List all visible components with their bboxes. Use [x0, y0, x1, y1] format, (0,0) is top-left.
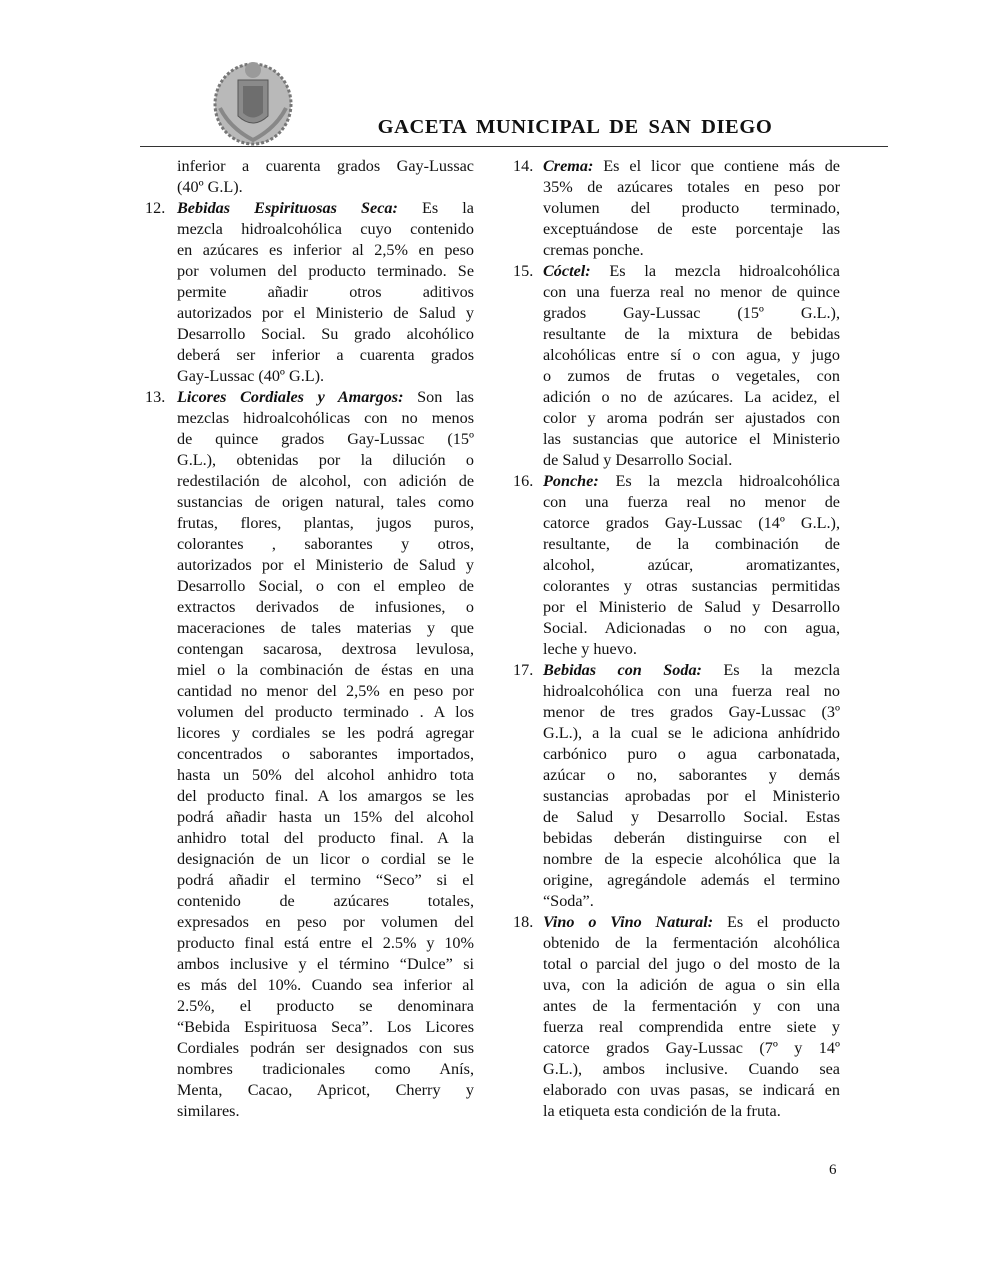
- item-number: 17.: [513, 661, 534, 679]
- text-line: [177, 198, 474, 219]
- text-line: 2.5%, el producto se denominara: [177, 997, 474, 1015]
- definition-text: Es la mezcla: [701, 661, 840, 679]
- text-line: por volumen del producto terminado. Se: [177, 262, 474, 280]
- text-line: producto final está entre el 2.5% y 10%: [177, 934, 474, 952]
- text-line: designación de un licor o cordial se le: [177, 850, 474, 868]
- definition-text: Es el licor que contiene más de: [593, 157, 840, 175]
- defined-term: Bebidas Espirituosas Seca:: [177, 199, 398, 217]
- text-line: es más del 10%. Cuando sea inferior al: [177, 976, 474, 994]
- text-line: las sustancias que autorice el Ministerio: [543, 430, 840, 448]
- definition-item: [140, 198, 474, 387]
- defined-term: Ponche:: [543, 472, 599, 490]
- text-line: cantidad no menor del 2,5% en peso por: [177, 682, 474, 700]
- text-line: alcohólicas entre sí o con agua, y jugo: [543, 346, 840, 364]
- text-line: de Salud y Desarrollo Social. Estas: [543, 808, 840, 826]
- text-line: catorce grados Gay-Lussac (7º y 14º: [543, 1039, 840, 1057]
- text-line: mezcla hidroalcohólica cuyo contenido: [177, 220, 474, 238]
- text-line: leche y huevo.: [543, 640, 637, 658]
- text-line: podrá añadir hasta un 15% del alcohol: [177, 808, 474, 826]
- defined-term: Bebidas con Soda:: [543, 661, 702, 679]
- text-line: G.L.), a la cual se le adiciona anhídrido: [543, 724, 840, 742]
- text-line: [543, 156, 840, 177]
- definition-item: [507, 261, 840, 471]
- text-line: similares.: [177, 1102, 240, 1120]
- text-line: frutas, flores, plantas, jugos puros,: [177, 514, 474, 532]
- text-line: hidroalcohólica con una fuerza real no: [543, 682, 840, 700]
- text-line: color y aroma podrán ser ajustados con: [543, 409, 840, 427]
- text-line: resultante de la mixtura de bebidas: [543, 325, 840, 343]
- definition-item: [507, 660, 840, 912]
- text-line: podrá añadir el termino “Seco” si el: [177, 871, 474, 889]
- definition-item: [507, 912, 840, 1122]
- text-line: fuerza real comprendida entre siete y: [543, 1018, 840, 1036]
- text-line: o zumos de frutas o vegetales, con: [543, 367, 840, 385]
- text-line: anhidro total del producto final. A la: [177, 829, 474, 847]
- text-line: autorizados por el Ministerio de Salud y: [177, 304, 474, 322]
- gazette-title: GACETA MUNICIPAL DE SAN DIEGO: [377, 116, 773, 138]
- text-line: de Salud y Desarrollo Social.: [543, 451, 733, 469]
- defined-term: Cóctel:: [543, 262, 591, 280]
- text-line: Menta, Cacao, Apricot, Cherry y: [177, 1081, 474, 1099]
- text-line: sustancias aprobadas por el Ministerio: [543, 787, 840, 805]
- text-line: [177, 387, 474, 408]
- item-number: 16.: [513, 472, 534, 490]
- text-line: licores y cordiales se les podrá agregar: [177, 724, 474, 742]
- text-line: deberá ser inferior a cuarenta grados: [177, 346, 474, 364]
- text-line: por el Ministerio de Salud y Desarrollo: [543, 598, 840, 616]
- text-line: contengan sacarosa, dextrosa levulosa,: [177, 640, 474, 658]
- text-line: cremas ponche.: [543, 241, 644, 259]
- text-line: exceptuándose de este porcentaje las: [543, 220, 840, 238]
- left-column: [140, 156, 474, 1122]
- text-line: del producto final. A los amargos se les: [177, 787, 474, 805]
- right-column: [507, 156, 840, 1122]
- definition-text: Es la: [397, 199, 474, 217]
- text-line: con una fuerza real no menor de: [543, 493, 840, 511]
- header-divider: [140, 146, 888, 147]
- text-line: maceraciones de tales materias y que: [177, 619, 474, 637]
- definition-item: [140, 156, 474, 198]
- text-line: adición o no de azúcares. La acidez, el: [543, 388, 840, 406]
- text-line: catorce grados Gay-Lussac (14º G.L.),: [543, 514, 840, 532]
- text-line: mezclas hidroalcohólicas con no menos: [177, 409, 474, 427]
- definition-item: [140, 387, 474, 1122]
- text-line: antes de la fermentación y con una: [543, 997, 840, 1015]
- defined-term: Vino o Vino Natural:: [543, 913, 714, 931]
- text-line: inferior a cuarenta grados Gay-Lussac: [177, 157, 474, 175]
- text-line: nombre de la especie alcohólica que la: [543, 850, 840, 868]
- text-line: nombres tradicionales como Anís,: [177, 1060, 474, 1078]
- text-line: miel o la combinación de éstas en una: [177, 661, 474, 679]
- text-line: carbónico puro o agua carbonatada,: [543, 745, 840, 763]
- text-line: alcohol, azúcar, aromatizantes,: [543, 556, 840, 574]
- text-line: grados Gay-Lussac (15º G.L.),: [543, 304, 840, 322]
- text-line: contenido de azúcares totales,: [177, 892, 474, 910]
- text-line: redestilación de alcohol, con adición de: [177, 472, 474, 490]
- page-number: 6: [829, 1162, 837, 1178]
- text-line: volumen del producto terminado,: [543, 199, 840, 217]
- text-line: expresados en peso por volumen del: [177, 913, 474, 931]
- item-number: 14.: [513, 157, 534, 175]
- defined-term: Licores Cordiales y Amargos:: [177, 388, 404, 406]
- text-line: bebidas deberán distinguirse con el: [543, 829, 840, 847]
- text-line: uva, con la adición de agua o sin ella: [543, 976, 840, 994]
- item-number: 12.: [145, 199, 166, 217]
- text-line: G.L.), ambos inclusive. Cuando sea: [543, 1060, 840, 1078]
- text-line: obtenido de la fermentación alcohólica: [543, 934, 840, 952]
- item-number: 13.: [145, 388, 166, 406]
- text-line: Social. Adicionadas o no con agua,: [543, 619, 840, 637]
- text-line: resultante, de la combinación de: [543, 535, 840, 553]
- text-line: “Soda”.: [543, 892, 594, 910]
- text-line: la etiqueta esta condición de la fruta.: [543, 1102, 781, 1120]
- text-line: volumen del producto terminado . A los: [177, 703, 474, 721]
- text-line: [543, 261, 840, 282]
- text-line: 35% de azúcares totales en peso por: [543, 178, 840, 196]
- text-line: menor de tres grados Gay-Lussac (3º: [543, 703, 840, 721]
- definition-text: Es la mezcla hidroalcohólica: [590, 262, 840, 280]
- text-line: Desarrollo Social. Su grado alcohólico: [177, 325, 474, 343]
- item-number: 15.: [513, 262, 534, 280]
- text-line: [543, 660, 840, 681]
- definition-item: [507, 156, 840, 261]
- text-line: (40º G.L).: [177, 178, 243, 196]
- definition-item: [507, 471, 840, 660]
- text-line: Cordiales podrán ser designados con sus: [177, 1039, 474, 1057]
- text-line: permite añadir otros aditivos: [177, 283, 474, 301]
- text-line: elaborado con uvas pasas, se indicará en: [543, 1081, 840, 1099]
- text-line: ambos inclusive y el término “Dulce” si: [177, 955, 474, 973]
- defined-term: Crema:: [543, 157, 594, 175]
- definition-text: Es el producto: [713, 913, 840, 931]
- text-line: azúcar o no, saborantes y demás: [543, 766, 840, 784]
- text-line: de quince grados Gay-Lussac (15º: [177, 430, 474, 448]
- text-line: concentrados o saborantes importados,: [177, 745, 474, 763]
- text-line: sustancias de origen natural, tales como: [177, 493, 474, 511]
- text-line: G.L.), obtenidas por la dilución o: [177, 451, 474, 469]
- text-line: colorantes y otras sustancias permitidas: [543, 577, 840, 595]
- coat-of-arms-seal-icon: [210, 58, 296, 146]
- text-line: Desarrollo Social, o con el empleo de: [177, 577, 474, 595]
- text-line: hasta un 50% del alcohol anhidro tota: [177, 766, 474, 784]
- item-number: 18.: [513, 913, 534, 931]
- text-line: “Bebida Espirituosa Seca”. Los Licores: [177, 1018, 474, 1036]
- definition-text: Es la mezcla hidroalcohólica: [598, 472, 840, 490]
- text-line: total o parcial del jugo o del mosto de la: [543, 955, 840, 973]
- text-line: con una fuerza real no menor de quince: [543, 283, 840, 301]
- text-line: [543, 471, 840, 492]
- text-line: colorantes , saborantes y otros,: [177, 535, 474, 553]
- text-line: Gay-Lussac (40º G.L).: [177, 367, 325, 385]
- text-line: origine, agregándole además el termino: [543, 871, 840, 889]
- text-line: en azúcares es inferior al 2,5% en peso: [177, 241, 474, 259]
- definition-text: Son las: [403, 388, 474, 406]
- text-line: autorizados por el Ministerio de Salud y: [177, 556, 474, 574]
- text-line: extractos derivados de infusiones, o: [177, 598, 474, 616]
- text-line: [543, 912, 840, 933]
